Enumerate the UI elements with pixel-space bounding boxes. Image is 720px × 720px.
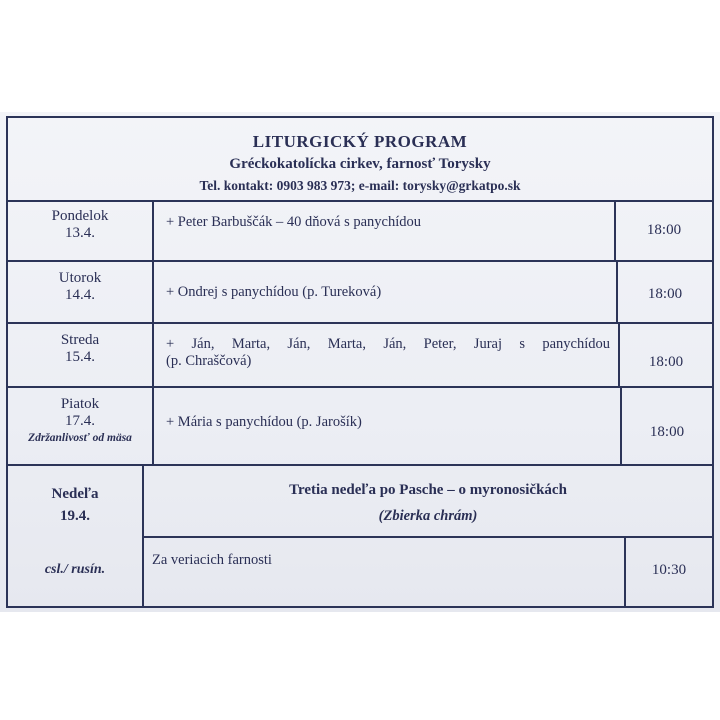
day-name: Pondelok — [51, 208, 109, 224]
day-date: 19.4. — [60, 508, 90, 524]
schedule-row-monday — [8, 200, 712, 262]
intention-cell — [154, 324, 620, 386]
sunday-title: Tretia nedeľa po Pasche – o myronosičkách — [289, 482, 567, 498]
day-name: Streda — [60, 332, 100, 348]
intention-cell: + Mária s panychídou (p. Jarošík) — [154, 388, 622, 464]
day-cell — [8, 324, 154, 386]
schedule-row-tuesday — [8, 262, 712, 324]
schedule-row-wednesday — [8, 324, 712, 388]
time-cell: 18:00 — [649, 424, 685, 440]
time-cell: 18:00 — [646, 222, 682, 238]
fasting-note: Zdržanlivosť od mäsa — [28, 432, 132, 444]
program-header — [8, 118, 712, 202]
sunday-day-cell — [8, 466, 144, 606]
program-title: LITURGICKÝ PROGRAM — [252, 132, 468, 151]
liturgy-language: csl./ rusín. — [44, 562, 106, 577]
schedule-row-sunday — [8, 466, 712, 606]
day-name: Utorok — [58, 270, 102, 286]
day-name: Piatok — [60, 396, 100, 412]
day-date: 13.4. — [65, 225, 95, 241]
intention-line: + Ján, Marta, Ján, Marta, Ján, Peter, Juraj s panychídou — [166, 336, 610, 352]
contact-info: Tel. kontakt: 0903 983 973; e-mail: torysky@grkatpo.sk — [199, 178, 521, 193]
collection-note: (Zbierka chrám) — [378, 508, 478, 524]
day-cell — [8, 262, 154, 322]
schedule-row-friday — [8, 388, 712, 466]
intention-cell: + Ondrej s panychídou (p. Tureková) — [154, 262, 618, 322]
intention-cell: Za veriacich farnosti — [152, 552, 272, 568]
day-date: 14.4. — [65, 287, 95, 303]
day-date: 17.4. — [65, 413, 95, 429]
intention-line: (p. Chraščová) — [166, 353, 252, 369]
parish-name: Gréckokatolícka cirkev, farnosť Torysky — [229, 156, 491, 172]
day-cell — [8, 200, 154, 260]
divider — [144, 536, 712, 538]
liturgical-program-sheet — [6, 116, 714, 608]
intention-cell: + Peter Barbuščák – 40 dňová s panychídou — [154, 200, 616, 260]
time-cell: 18:00 — [648, 354, 684, 370]
day-cell — [8, 388, 154, 464]
day-name: Nedeľa — [51, 486, 99, 502]
time-cell: 10:30 — [651, 562, 687, 578]
time-cell: 18:00 — [647, 286, 683, 302]
day-date: 15.4. — [65, 349, 95, 365]
